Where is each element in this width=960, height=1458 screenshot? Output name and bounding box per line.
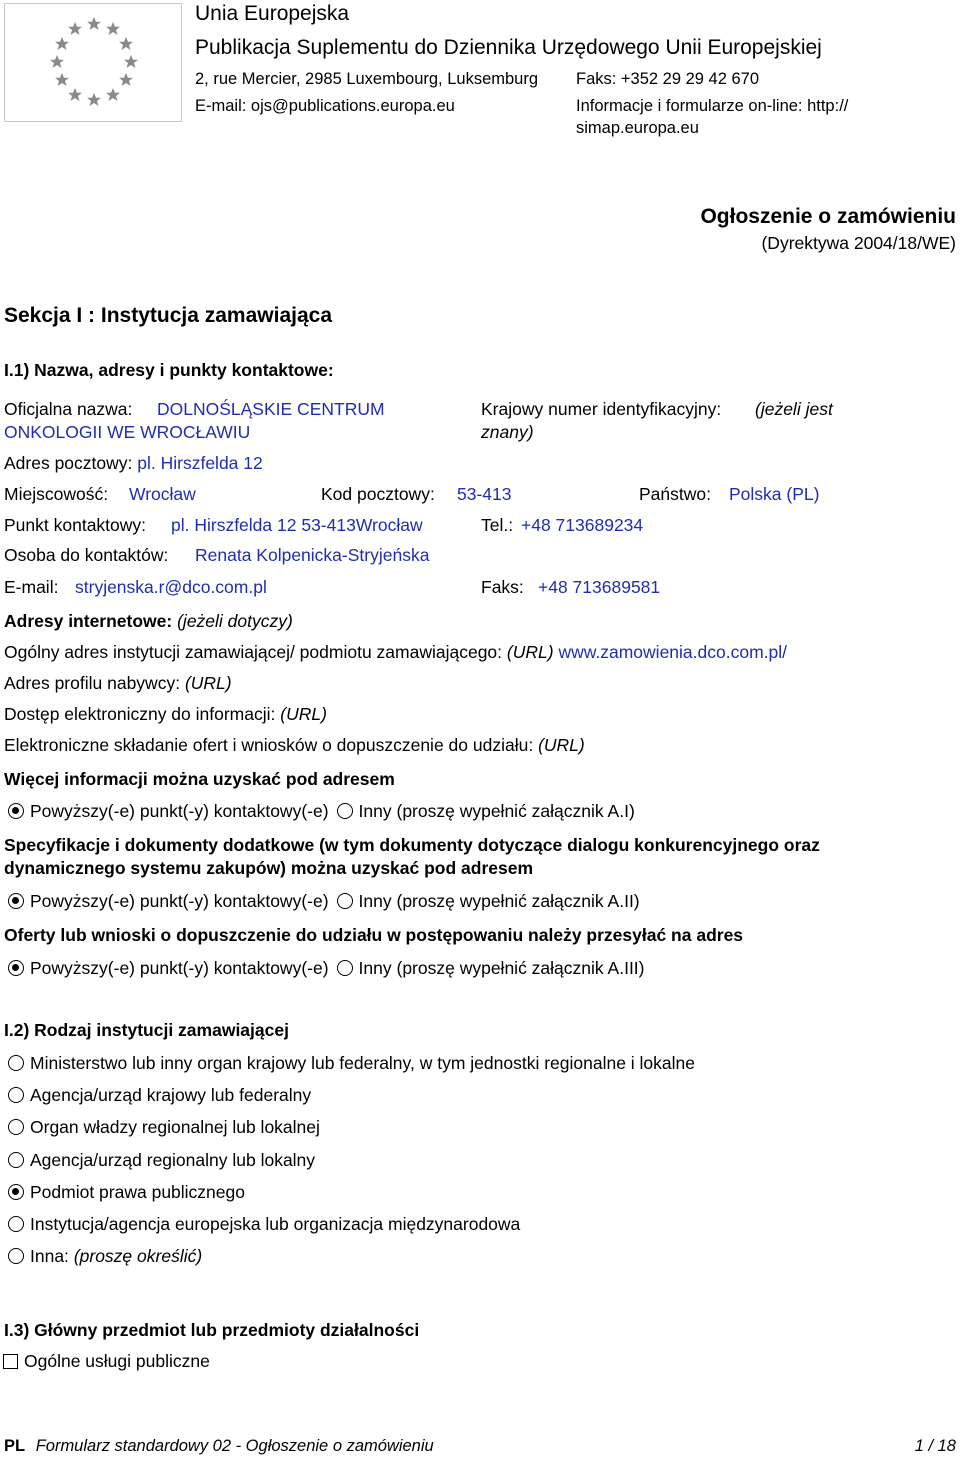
header-info-line2[interactable]: simap.europa.eu (576, 119, 699, 137)
authority-type-label: Inna: (30, 1246, 69, 1266)
header-email[interactable]: E-mail: ojs@publications.europa.eu (195, 97, 455, 115)
authority-type-item (8, 1214, 520, 1235)
country-label: Państwo: (639, 484, 711, 504)
buyer-profile-label: Adres profilu nabywcy: (4, 673, 181, 693)
national-id-note-a: (jeżeli jest (755, 399, 833, 419)
fax-label: Faks: (481, 577, 524, 597)
tel-value: +48 713689234 (521, 515, 644, 535)
contact-person-label: Osoba do kontaktów: (4, 545, 169, 565)
fax-value: +48 713689581 (538, 577, 661, 597)
spec-other: Inny (proszę wypełnić załącznik A.II) (358, 891, 640, 911)
more-info-title: Więcej informacji można uzyskać pod adresem (4, 769, 395, 789)
radio-above-contact-checked[interactable] (8, 893, 24, 909)
general-address-url-tag: (URL) (506, 642, 554, 662)
authority-type-item (8, 1246, 202, 1267)
section-title: Sekcja I : Instytucja zamawiająca (4, 304, 333, 327)
i13-title: I.3) Główny przedmiot lub przedmioty działalności (4, 1320, 420, 1340)
general-address-label: Ogólny adres instytucji zamawiającej/ podmiotu zamawiającego: (4, 642, 503, 662)
city-value: Wrocław (129, 484, 196, 504)
eu-stars-icon (5, 4, 181, 121)
authority-type-label: Instytucja/agencja europejska lub organizacja międzynarodowa (30, 1214, 521, 1234)
header-address: 2, rue Mercier, 2985 Luxembourg, Luksemburg (195, 70, 539, 88)
authority-type-item (8, 1182, 245, 1203)
header-org: Unia Europejska (195, 2, 350, 25)
authority-type-label: Organ władzy regionalnej lub lokalnej (30, 1117, 320, 1137)
electronic-submission-label: Elektroniczne składanie ofert i wniosków o dopuszczenie do udziału: (4, 735, 534, 755)
more-info-options (8, 801, 635, 822)
electronic-submission-url-tag: (URL) (538, 735, 585, 755)
spec-title-line1: Specyfikacje i dokumenty dodatkowe (w tym dokumenty dotyczące dialogu konkurencyjnego oraz (4, 835, 820, 855)
web-note: (jeżeli dotyczy) (177, 611, 293, 631)
footer-form: Formularz standardowy 02 - Ogłoszenie o zamówieniu (35, 1437, 434, 1455)
radio-unchecked[interactable] (8, 1216, 24, 1232)
electronic-submission-row (4, 735, 585, 756)
radio-other-unchecked[interactable] (337, 803, 353, 819)
radio-other-unchecked[interactable] (337, 893, 353, 909)
other-specify-note: (proszę określić) (73, 1246, 203, 1266)
official-name-label: Oficjalna nazwa: (4, 399, 133, 419)
email-label: E-mail: (4, 577, 59, 597)
footer-page-number: 1 / 18 (914, 1437, 956, 1455)
header-publication: Publikacja Suplementu do Dziennika Urzędowego Unii Europejskiej (195, 36, 822, 59)
spec-above-contact: Powyższy(-e) punkt(-y) kontaktowy(-e) (30, 891, 329, 911)
authority-type-label: Podmiot prawa publicznego (30, 1182, 245, 1202)
web-label: Adresy internetowe: (4, 611, 173, 631)
header-fax: Faks: +352 29 29 42 670 (576, 70, 760, 88)
eu-flag-logo (4, 3, 182, 122)
official-name-line2: ONKOLOGII WE WROCŁAWIU (4, 422, 251, 442)
authority-type-item (8, 1085, 311, 1106)
footer-lang: PL (4, 1437, 26, 1455)
offers-title: Oferty lub wnioski o dopuszczenie do udziału w postępowaniu należy przesyłać na adres (4, 925, 744, 945)
spec-title-line2: dynamicznego systemu zakupów) można uzyskać pod adresem (4, 858, 534, 878)
header-info-line1[interactable]: Informacje i formularze on-line: http:// (576, 97, 849, 115)
postcode-value: 53-413 (457, 484, 512, 504)
postcode-label: Kod pocztowy: (321, 484, 435, 504)
radio-unchecked[interactable] (8, 1087, 24, 1103)
postal-address-row (4, 453, 263, 474)
radio-unchecked[interactable] (8, 1055, 24, 1071)
national-id-label: Krajowy numer identyfikacyjny: (481, 399, 722, 419)
general-address-row (4, 642, 787, 663)
contact-point-label: Punkt kontaktowy: (4, 515, 147, 535)
more-info-other: Inny (proszę wypełnić załącznik A.I) (358, 801, 635, 821)
city-label: Miejscowość: (4, 484, 109, 504)
radio-above-contact-checked[interactable] (8, 960, 24, 976)
radio-unchecked[interactable] (8, 1248, 24, 1264)
offers-other: Inny (proszę wypełnić załącznik A.III) (358, 958, 645, 978)
page-footer (4, 1437, 956, 1456)
radio-unchecked[interactable] (8, 1152, 24, 1168)
radio-checked[interactable] (8, 1184, 24, 1200)
postal-value: pl. Hirszfelda 12 (137, 453, 263, 473)
activity-item (3, 1351, 210, 1372)
web-addresses-row (4, 611, 293, 632)
i12-title: I.2) Rodzaj instytucji zamawiającej (4, 1020, 289, 1040)
electronic-access-url-tag: (URL) (280, 704, 327, 724)
tel-label: Tel.: (481, 515, 514, 535)
spec-options (8, 891, 640, 912)
i11-title: I.1) Nazwa, adresy i punkty kontaktowe: (4, 360, 334, 380)
buyer-profile-row (4, 673, 232, 694)
general-address-value[interactable]: www.zamowienia.dco.com.pl/ (558, 642, 787, 662)
radio-other-unchecked[interactable] (337, 960, 353, 976)
notice-title: Ogłoszenie o zamówieniu (700, 205, 956, 228)
electronic-access-row (4, 704, 327, 725)
authority-type-label: Agencja/urząd regionalny lub lokalny (30, 1150, 316, 1170)
authority-type-item (8, 1053, 695, 1074)
buyer-profile-url-tag: (URL) (184, 673, 232, 693)
contact-point-value: pl. Hirszfelda 12 53-413Wrocław (171, 515, 423, 535)
official-name-line1: DOLNOŚLĄSKIE CENTRUM (157, 399, 385, 419)
authority-type-label: Agencja/urząd krajowy lub federalny (30, 1085, 312, 1105)
offers-options (8, 958, 645, 979)
electronic-access-label: Dostęp elektroniczny do informacji: (4, 704, 276, 724)
notice-directive: (Dyrektywa 2004/18/WE) (761, 233, 956, 253)
country-value: Polska (PL) (729, 484, 820, 504)
radio-unchecked[interactable] (8, 1119, 24, 1135)
radio-above-contact-checked[interactable] (8, 803, 24, 819)
authority-type-item (8, 1117, 320, 1138)
activity-general-label: Ogólne usługi publiczne (24, 1351, 210, 1371)
postal-label: Adres pocztowy: (4, 453, 133, 473)
more-info-above-contact: Powyższy(-e) punkt(-y) kontaktowy(-e) (30, 801, 329, 821)
email-value[interactable]: stryjenska.r@dco.com.pl (75, 577, 267, 597)
national-id-note-b: znany) (481, 422, 534, 442)
checkbox-unchecked[interactable] (3, 1354, 18, 1369)
authority-type-item (8, 1150, 315, 1171)
authority-type-label: Ministerstwo lub inny organ krajowy lub federalny, w tym jednostki regionalne i lokalne (30, 1053, 695, 1073)
offers-above-contact: Powyższy(-e) punkt(-y) kontaktowy(-e) (30, 958, 329, 978)
contact-person-value: Renata Kolpenicka-Stryjeńska (195, 545, 430, 565)
